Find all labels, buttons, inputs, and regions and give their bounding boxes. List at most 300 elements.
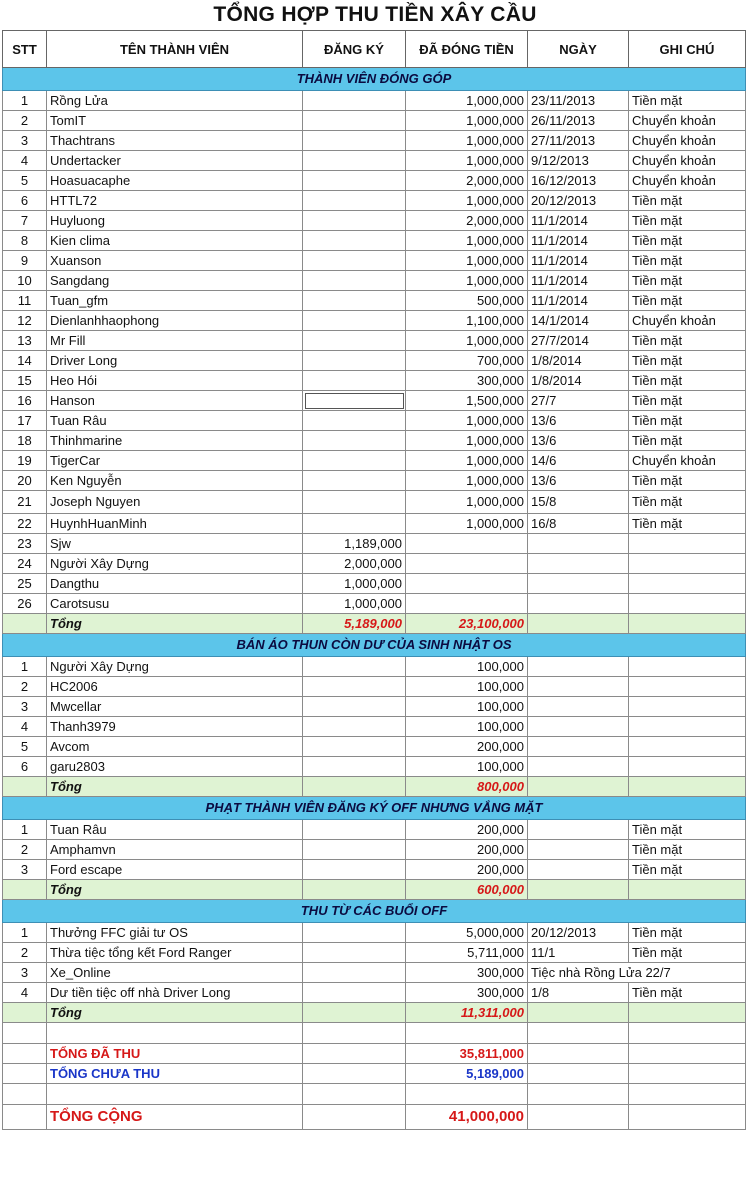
cell-date[interactable]: 13/6 bbox=[528, 431, 629, 451]
cell-note[interactable]: Chuyển khoản bbox=[629, 171, 746, 191]
cell-date[interactable]: 27/11/2013 bbox=[528, 131, 629, 151]
cell-paid[interactable]: 1,500,000 bbox=[406, 391, 528, 411]
cell-note[interactable]: Tiền mặt bbox=[629, 251, 746, 271]
cell-paid[interactable]: 1,000,000 bbox=[406, 431, 528, 451]
cell-date[interactable]: 13/6 bbox=[528, 411, 629, 431]
summary-value[interactable]: 35,811,000 bbox=[406, 1044, 528, 1064]
section-title[interactable]: BÁN ÁO THUN CÒN DƯ CỦA SINH NHẬT OS bbox=[3, 634, 746, 657]
cell-stt[interactable]: 3 bbox=[3, 860, 47, 880]
cell-registered[interactable] bbox=[303, 451, 406, 471]
total-paid[interactable]: 11,311,000 bbox=[406, 1003, 528, 1023]
cell-stt[interactable]: 10 bbox=[3, 271, 47, 291]
cell-stt[interactable]: 2 bbox=[3, 111, 47, 131]
cell-paid[interactable]: 1,100,000 bbox=[406, 311, 528, 331]
cell-name[interactable]: Thachtrans bbox=[47, 131, 303, 151]
cell-note[interactable]: Chuyển khoản bbox=[629, 151, 746, 171]
cell-empty[interactable] bbox=[3, 1003, 47, 1023]
cell-name[interactable]: Tuan_gfm bbox=[47, 291, 303, 311]
cell-empty[interactable] bbox=[528, 1023, 629, 1044]
cell-date[interactable]: 13/6 bbox=[528, 471, 629, 491]
cell-date[interactable]: 16/12/2013 bbox=[528, 171, 629, 191]
cell-paid[interactable]: 2,000,000 bbox=[406, 211, 528, 231]
cell-empty[interactable] bbox=[629, 1064, 746, 1084]
cell-registered[interactable] bbox=[303, 411, 406, 431]
cell-empty[interactable] bbox=[47, 1084, 303, 1105]
cell-paid[interactable]: 5,000,000 bbox=[406, 923, 528, 943]
cell-registered[interactable]: 1,000,000 bbox=[303, 574, 406, 594]
cell-note[interactable] bbox=[629, 677, 746, 697]
header-cell[interactable]: TÊN THÀNH VIÊN bbox=[47, 31, 303, 68]
cell-date[interactable]: 11/1/2014 bbox=[528, 291, 629, 311]
cell-date[interactable]: 23/11/2013 bbox=[528, 91, 629, 111]
cell-paid[interactable]: 1,000,000 bbox=[406, 451, 528, 471]
cell-note[interactable] bbox=[629, 757, 746, 777]
cell-name[interactable]: Tuan Râu bbox=[47, 411, 303, 431]
cell-note[interactable]: Tiền mặt bbox=[629, 411, 746, 431]
cell-empty[interactable] bbox=[406, 1084, 528, 1105]
cell-paid[interactable]: 1,000,000 bbox=[406, 514, 528, 534]
cell-registered[interactable] bbox=[303, 697, 406, 717]
cell-empty[interactable] bbox=[629, 614, 746, 634]
cell-stt[interactable]: 6 bbox=[3, 191, 47, 211]
cell-paid[interactable]: 200,000 bbox=[406, 737, 528, 757]
cell-paid[interactable]: 1,000,000 bbox=[406, 131, 528, 151]
summary-label[interactable]: TỔNG ĐÃ THU bbox=[47, 1044, 303, 1064]
cell-note[interactable]: Tiền mặt bbox=[629, 231, 746, 251]
total-label[interactable]: Tổng bbox=[47, 777, 303, 797]
cell-registered[interactable] bbox=[303, 717, 406, 737]
cell-empty[interactable] bbox=[303, 1084, 406, 1105]
cell-paid[interactable]: 1,000,000 bbox=[406, 411, 528, 431]
cell-note[interactable]: Chuyển khoản bbox=[629, 451, 746, 471]
cell-note[interactable] bbox=[629, 534, 746, 554]
total-registered[interactable] bbox=[303, 777, 406, 797]
cell-date[interactable]: 27/7/2014 bbox=[528, 331, 629, 351]
cell-name[interactable]: Ken Nguyễn bbox=[47, 471, 303, 491]
cell-empty[interactable] bbox=[3, 777, 47, 797]
cell-empty[interactable] bbox=[528, 777, 629, 797]
cell-name[interactable]: Rồng Lửa bbox=[47, 91, 303, 111]
cell-name[interactable]: Mwcellar bbox=[47, 697, 303, 717]
cell-date[interactable] bbox=[528, 757, 629, 777]
cell-note[interactable]: Tiền mặt bbox=[629, 331, 746, 351]
cell-stt[interactable]: 17 bbox=[3, 411, 47, 431]
cell-name[interactable]: Dienlanhhaophong bbox=[47, 311, 303, 331]
cell-empty[interactable] bbox=[528, 614, 629, 634]
cell-paid[interactable]: 300,000 bbox=[406, 983, 528, 1003]
cell-name[interactable]: Amphamvn bbox=[47, 840, 303, 860]
cell-registered[interactable] bbox=[303, 657, 406, 677]
cell-empty[interactable] bbox=[3, 614, 47, 634]
cell-registered[interactable] bbox=[303, 111, 406, 131]
cell-note[interactable]: Tiền mặt bbox=[629, 371, 746, 391]
cell-name[interactable]: Hoasuacaphe bbox=[47, 171, 303, 191]
cell-stt[interactable]: 4 bbox=[3, 717, 47, 737]
cell-date[interactable] bbox=[528, 860, 629, 880]
cell-name[interactable]: HuynhHuanMinh bbox=[47, 514, 303, 534]
cell-empty[interactable] bbox=[629, 880, 746, 900]
cell-stt[interactable]: 3 bbox=[3, 697, 47, 717]
cell-paid[interactable]: 1,000,000 bbox=[406, 231, 528, 251]
cell-stt[interactable]: 20 bbox=[3, 471, 47, 491]
cell-empty[interactable] bbox=[3, 1023, 47, 1044]
cell-date[interactable]: 14/6 bbox=[528, 451, 629, 471]
cell-empty[interactable] bbox=[47, 1023, 303, 1044]
cell-date[interactable] bbox=[528, 697, 629, 717]
cell-paid[interactable]: 1,000,000 bbox=[406, 151, 528, 171]
cell-stt[interactable]: 26 bbox=[3, 594, 47, 614]
cell-registered[interactable] bbox=[303, 311, 406, 331]
cell-registered[interactable]: 1,189,000 bbox=[303, 534, 406, 554]
cell-date[interactable] bbox=[528, 594, 629, 614]
cell-paid[interactable] bbox=[406, 534, 528, 554]
cell-registered[interactable] bbox=[303, 151, 406, 171]
header-cell[interactable]: ĐÃ ĐÓNG TIỀN bbox=[406, 31, 528, 68]
cell-name[interactable]: Mr Fill bbox=[47, 331, 303, 351]
cell-name[interactable]: HC2006 bbox=[47, 677, 303, 697]
cell-registered[interactable] bbox=[303, 983, 406, 1003]
cell-registered[interactable] bbox=[303, 677, 406, 697]
cell-name[interactable]: Thanh3979 bbox=[47, 717, 303, 737]
summary-label[interactable]: TỔNG CỘNG bbox=[47, 1105, 303, 1130]
header-cell[interactable]: ĐĂNG KÝ bbox=[303, 31, 406, 68]
cell-note[interactable]: Tiền mặt bbox=[629, 351, 746, 371]
cell-registered[interactable] bbox=[303, 251, 406, 271]
cell-note[interactable]: Tiền mặt bbox=[629, 860, 746, 880]
cell-date[interactable]: 11/1/2014 bbox=[528, 231, 629, 251]
table-row bbox=[3, 717, 746, 737]
cell-registered[interactable] bbox=[303, 351, 406, 371]
cell-name[interactable]: Huyluong bbox=[47, 211, 303, 231]
cell-paid[interactable]: 5,711,000 bbox=[406, 943, 528, 963]
cell-stt[interactable]: 1 bbox=[3, 820, 47, 840]
cell-stt[interactable]: 12 bbox=[3, 311, 47, 331]
cell-paid[interactable]: 1,000,000 bbox=[406, 471, 528, 491]
cell-paid[interactable]: 500,000 bbox=[406, 291, 528, 311]
cell-name[interactable]: Kien clima bbox=[47, 231, 303, 251]
cell-date[interactable] bbox=[528, 657, 629, 677]
cell-name[interactable]: TomIT bbox=[47, 111, 303, 131]
cell-note[interactable]: Tiền mặt bbox=[629, 514, 746, 534]
cell-paid[interactable]: 1,000,000 bbox=[406, 191, 528, 211]
cell-stt[interactable]: 24 bbox=[3, 554, 47, 574]
total-label[interactable]: Tổng bbox=[47, 880, 303, 900]
cell-empty[interactable] bbox=[528, 1044, 629, 1064]
cell-empty[interactable] bbox=[303, 1044, 406, 1064]
cell-paid[interactable] bbox=[406, 594, 528, 614]
cell-note[interactable]: Tiền mặt bbox=[629, 271, 746, 291]
cell-name[interactable]: Dangthu bbox=[47, 574, 303, 594]
table-row bbox=[3, 514, 746, 534]
cell-date[interactable]: 16/8 bbox=[528, 514, 629, 534]
cell-date[interactable]: 11/1/2014 bbox=[528, 251, 629, 271]
cell-date[interactable] bbox=[528, 677, 629, 697]
cell-stt[interactable]: 1 bbox=[3, 657, 47, 677]
cell-date[interactable]: 11/1/2014 bbox=[528, 211, 629, 231]
cell-stt[interactable]: 25 bbox=[3, 574, 47, 594]
cell-date[interactable] bbox=[528, 820, 629, 840]
cell-note[interactable]: Tiền mặt bbox=[629, 491, 746, 514]
cell-name[interactable]: Thưởng FFC giải tư OS bbox=[47, 923, 303, 943]
total-registered[interactable]: 5,189,000 bbox=[303, 614, 406, 634]
header-cell[interactable]: STT bbox=[3, 31, 47, 68]
cell-date[interactable] bbox=[528, 737, 629, 757]
cell-paid[interactable]: 100,000 bbox=[406, 677, 528, 697]
cell-stt[interactable]: 15 bbox=[3, 371, 47, 391]
cell-stt[interactable]: 5 bbox=[3, 171, 47, 191]
cell-name[interactable]: Joseph Nguyen bbox=[47, 491, 303, 514]
cell-note[interactable]: Tiền mặt bbox=[629, 191, 746, 211]
total-registered[interactable] bbox=[303, 880, 406, 900]
cell-registered[interactable] bbox=[303, 131, 406, 151]
cell-date[interactable]: 20/12/2013 bbox=[528, 923, 629, 943]
cell-note[interactable]: Tiền mặt bbox=[629, 211, 746, 231]
cell-paid[interactable]: 200,000 bbox=[406, 820, 528, 840]
cell-note[interactable]: Tiền mặt bbox=[629, 471, 746, 491]
cell-stt[interactable]: 6 bbox=[3, 757, 47, 777]
section-title[interactable]: PHẠT THÀNH VIÊN ĐĂNG KÝ OFF NHƯNG VẮNG MẶT bbox=[3, 797, 746, 820]
cell-name[interactable]: Heo Hói bbox=[47, 371, 303, 391]
cell-name[interactable]: Thinhmarine bbox=[47, 431, 303, 451]
cell-paid[interactable] bbox=[406, 574, 528, 594]
cell-note[interactable] bbox=[629, 657, 746, 677]
cell-empty[interactable] bbox=[528, 1003, 629, 1023]
cell-empty[interactable] bbox=[528, 1084, 629, 1105]
cell-stt[interactable]: 8 bbox=[3, 231, 47, 251]
cell-stt[interactable]: 22 bbox=[3, 514, 47, 534]
cell-note[interactable] bbox=[629, 554, 746, 574]
cell-date[interactable]: 14/1/2014 bbox=[528, 311, 629, 331]
cell-note[interactable]: Tiền mặt bbox=[629, 431, 746, 451]
cell-registered[interactable] bbox=[303, 91, 406, 111]
cell-paid[interactable]: 700,000 bbox=[406, 351, 528, 371]
cell-registered[interactable] bbox=[303, 471, 406, 491]
cell-paid[interactable]: 100,000 bbox=[406, 717, 528, 737]
cell-date[interactable] bbox=[528, 574, 629, 594]
cell-date[interactable] bbox=[528, 840, 629, 860]
cell-stt[interactable]: 21 bbox=[3, 491, 47, 514]
cell-paid[interactable]: 100,000 bbox=[406, 697, 528, 717]
cell-empty[interactable] bbox=[303, 1064, 406, 1084]
cell-paid[interactable]: 2,000,000 bbox=[406, 171, 528, 191]
cell-empty[interactable] bbox=[3, 1105, 47, 1130]
header-cell[interactable]: NGÀY bbox=[528, 31, 629, 68]
cell-date[interactable]: 11/1/2014 bbox=[528, 271, 629, 291]
cell-name[interactable]: Người Xây Dựng bbox=[47, 657, 303, 677]
cell-registered[interactable]: 2,000,000 bbox=[303, 554, 406, 574]
cell-name[interactable]: Xe_Online bbox=[47, 963, 303, 983]
table-row bbox=[3, 411, 746, 431]
cell-paid[interactable]: 300,000 bbox=[406, 371, 528, 391]
cell-note[interactable] bbox=[629, 717, 746, 737]
cell-paid[interactable]: 100,000 bbox=[406, 657, 528, 677]
cell-name[interactable]: HTTL72 bbox=[47, 191, 303, 211]
cell-registered[interactable] bbox=[303, 860, 406, 880]
cell-stt[interactable]: 7 bbox=[3, 211, 47, 231]
cell-date[interactable]: 15/8 bbox=[528, 491, 629, 514]
cell-paid[interactable]: 1,000,000 bbox=[406, 271, 528, 291]
cell-empty[interactable] bbox=[629, 1105, 746, 1130]
cell-name[interactable]: Carotsusu bbox=[47, 594, 303, 614]
cell-note[interactable]: Tiền mặt bbox=[629, 820, 746, 840]
cell-note[interactable]: Chuyển khoản bbox=[629, 111, 746, 131]
cell-empty[interactable] bbox=[3, 880, 47, 900]
cell-note[interactable]: Tiền mặt bbox=[629, 923, 746, 943]
cell-name[interactable]: Tuan Râu bbox=[47, 820, 303, 840]
cell-registered[interactable] bbox=[303, 371, 406, 391]
cell-empty[interactable] bbox=[3, 1064, 47, 1084]
cell-name[interactable]: Sangdang bbox=[47, 271, 303, 291]
cell-name[interactable]: Xuanson bbox=[47, 251, 303, 271]
cell-paid[interactable] bbox=[406, 554, 528, 574]
cell-stt[interactable]: 18 bbox=[3, 431, 47, 451]
cell-stt[interactable]: 11 bbox=[3, 291, 47, 311]
cell-registered[interactable] bbox=[303, 331, 406, 351]
cell-name[interactable]: Sjw bbox=[47, 534, 303, 554]
cell-registered[interactable] bbox=[303, 391, 406, 411]
cell-empty[interactable] bbox=[528, 1064, 629, 1084]
cell-paid[interactable]: 300,000 bbox=[406, 963, 528, 983]
summary-label[interactable]: TỔNG CHƯA THU bbox=[47, 1064, 303, 1084]
cell-empty[interactable] bbox=[528, 1105, 629, 1130]
cell-name[interactable]: Thừa tiệc tổng kết Ford Ranger bbox=[47, 943, 303, 963]
cell-registered[interactable] bbox=[303, 491, 406, 514]
cell-empty[interactable] bbox=[629, 1084, 746, 1105]
cell-name[interactable]: Dư tiền tiệc off nhà Driver Long bbox=[47, 983, 303, 1003]
cell-name[interactable]: Undertacker bbox=[47, 151, 303, 171]
cell-date[interactable]: 26/11/2013 bbox=[528, 111, 629, 131]
cell-stt[interactable]: 5 bbox=[3, 737, 47, 757]
cell-empty[interactable] bbox=[3, 1044, 47, 1064]
cell-empty[interactable] bbox=[303, 1023, 406, 1044]
total-label[interactable]: Tổng bbox=[47, 614, 303, 634]
cell-registered[interactable] bbox=[303, 737, 406, 757]
cell-date[interactable] bbox=[528, 534, 629, 554]
cell-registered[interactable] bbox=[303, 820, 406, 840]
cell-stt[interactable]: 4 bbox=[3, 151, 47, 171]
cell-empty[interactable] bbox=[303, 1105, 406, 1130]
cell-empty[interactable] bbox=[629, 777, 746, 797]
cell-stt[interactable]: 9 bbox=[3, 251, 47, 271]
cell-stt[interactable]: 2 bbox=[3, 677, 47, 697]
cell-registered[interactable] bbox=[303, 963, 406, 983]
cell-paid[interactable]: 200,000 bbox=[406, 860, 528, 880]
cell-note[interactable] bbox=[629, 697, 746, 717]
cell-name[interactable]: Ford escape bbox=[47, 860, 303, 880]
cell-paid[interactable]: 1,000,000 bbox=[406, 331, 528, 351]
cell-empty[interactable] bbox=[629, 1023, 746, 1044]
cell-stt[interactable]: 2 bbox=[3, 840, 47, 860]
cell-note[interactable]: Tiền mặt bbox=[629, 840, 746, 860]
cell-date[interactable]: Tiệc nhà Rồng Lửa 22/7 bbox=[528, 963, 746, 983]
cell-date[interactable] bbox=[528, 717, 629, 737]
cell-registered[interactable] bbox=[303, 191, 406, 211]
cell-stt[interactable]: 13 bbox=[3, 331, 47, 351]
cell-note[interactable]: Tiền mặt bbox=[629, 983, 746, 1003]
cell-name[interactable]: Người Xây Dựng bbox=[47, 554, 303, 574]
cell-registered[interactable] bbox=[303, 291, 406, 311]
cell-name[interactable]: Avcom bbox=[47, 737, 303, 757]
cell-registered[interactable] bbox=[303, 211, 406, 231]
cell-empty[interactable] bbox=[528, 880, 629, 900]
cell-registered[interactable] bbox=[303, 840, 406, 860]
cell-date[interactable]: 27/7 bbox=[528, 391, 629, 411]
cell-empty[interactable] bbox=[629, 1044, 746, 1064]
cell-note[interactable]: Tiền mặt bbox=[629, 391, 746, 411]
cell-note[interactable]: Chuyển khoản bbox=[629, 131, 746, 151]
cell-note[interactable] bbox=[629, 594, 746, 614]
cell-name[interactable]: Driver Long bbox=[47, 351, 303, 371]
cell-name[interactable]: TigerCar bbox=[47, 451, 303, 471]
cell-stt[interactable]: 23 bbox=[3, 534, 47, 554]
cell-empty[interactable] bbox=[629, 1003, 746, 1023]
cell-registered[interactable] bbox=[303, 943, 406, 963]
cell-stt[interactable]: 16 bbox=[3, 391, 47, 411]
cell-paid[interactable]: 200,000 bbox=[406, 840, 528, 860]
cell-stt[interactable]: 3 bbox=[3, 131, 47, 151]
cell-date[interactable]: 1/8 bbox=[528, 983, 629, 1003]
cell-note[interactable]: Chuyển khoản bbox=[629, 311, 746, 331]
cell-registered[interactable] bbox=[303, 757, 406, 777]
cell-paid[interactable]: 100,000 bbox=[406, 757, 528, 777]
section-title[interactable]: THU TỪ CÁC BUỔI OFF bbox=[3, 900, 746, 923]
cell-empty[interactable] bbox=[406, 1023, 528, 1044]
cell-date[interactable]: 9/12/2013 bbox=[528, 151, 629, 171]
cell-stt[interactable]: 3 bbox=[3, 963, 47, 983]
cell-note[interactable] bbox=[629, 737, 746, 757]
cell-registered[interactable] bbox=[303, 514, 406, 534]
cell-date[interactable]: 20/12/2013 bbox=[528, 191, 629, 211]
summary-value[interactable]: 5,189,000 bbox=[406, 1064, 528, 1084]
cell-paid[interactable]: 1,000,000 bbox=[406, 111, 528, 131]
cell-stt[interactable]: 14 bbox=[3, 351, 47, 371]
cell-stt[interactable]: 2 bbox=[3, 943, 47, 963]
cell-stt[interactable]: 1 bbox=[3, 923, 47, 943]
total-label[interactable]: Tổng bbox=[47, 1003, 303, 1023]
cell-note[interactable]: Tiền mặt bbox=[629, 91, 746, 111]
cell-date[interactable] bbox=[528, 554, 629, 574]
cell-registered[interactable] bbox=[303, 271, 406, 291]
cell-paid[interactable]: 1,000,000 bbox=[406, 91, 528, 111]
cell-registered[interactable] bbox=[303, 923, 406, 943]
cell-registered[interactable] bbox=[303, 431, 406, 451]
cell-registered[interactable] bbox=[303, 231, 406, 251]
cell-stt[interactable]: 4 bbox=[3, 983, 47, 1003]
section-title[interactable]: THÀNH VIÊN ĐÓNG GÓP bbox=[3, 68, 746, 91]
cell-date[interactable]: 1/8/2014 bbox=[528, 351, 629, 371]
cell-name[interactable]: Hanson bbox=[47, 391, 303, 411]
cell-empty[interactable] bbox=[3, 1084, 47, 1105]
cell-date[interactable]: 11/1 bbox=[528, 943, 629, 963]
summary-value[interactable]: 41,000,000 bbox=[406, 1105, 528, 1130]
cell-stt[interactable]: 1 bbox=[3, 91, 47, 111]
cell-date[interactable]: 1/8/2014 bbox=[528, 371, 629, 391]
cell-note[interactable] bbox=[629, 574, 746, 594]
total-paid[interactable]: 23,100,000 bbox=[406, 614, 528, 634]
cell-paid[interactable]: 1,000,000 bbox=[406, 491, 528, 514]
cell-paid[interactable]: 1,000,000 bbox=[406, 251, 528, 271]
cell-name[interactable]: garu2803 bbox=[47, 757, 303, 777]
total-paid[interactable]: 800,000 bbox=[406, 777, 528, 797]
cell-registered[interactable] bbox=[303, 171, 406, 191]
cell-note[interactable]: Tiền mặt bbox=[629, 943, 746, 963]
cell-registered[interactable]: 1,000,000 bbox=[303, 594, 406, 614]
cell-note[interactable]: Tiền mặt bbox=[629, 291, 746, 311]
total-registered[interactable] bbox=[303, 1003, 406, 1023]
header-cell[interactable]: GHI CHÚ bbox=[629, 31, 746, 68]
total-paid[interactable]: 600,000 bbox=[406, 880, 528, 900]
cell-stt[interactable]: 19 bbox=[3, 451, 47, 471]
